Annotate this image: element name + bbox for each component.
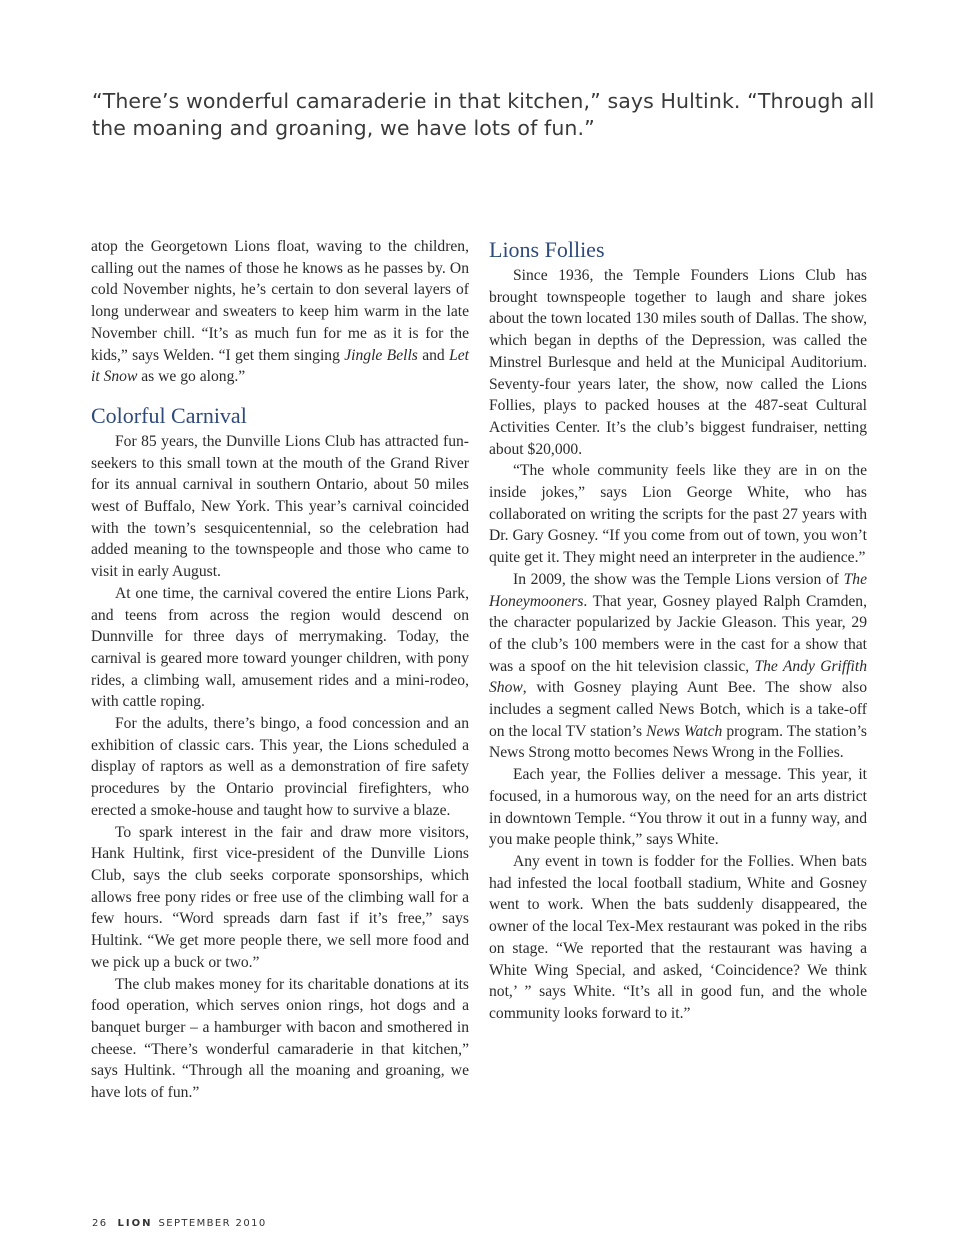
paragraph: To spark interest in the fair and draw more visitors, Hank Hultink, first vice-president of the Dunville Lions Club, says the club seeks corporate sponsorships, which allows free pony rides or free use of the climbing wall for a few hours. “Word spreads darn fast if it’s free,” says Hultink. “We get more people there, we sell more food and we pick up a buck or two.” (91, 823, 469, 971)
paragraph: The club makes money for its charitable donations at its food operation, which serves onion rings, hot dogs and a banquet burger – a hamburger with bacon and smothered in cheese. “There’s wonderful camaraderie in that kitchen,” says Hultink. “Through all the moaning and groaning, we have lots of fun.” (91, 975, 469, 1102)
pull-quote: “There’s wonderful camaraderie in that kitchen,” says Hultink. “Through all the moaning and groaning, we have lots of fun.” (92, 89, 875, 140)
section-heading-colorful-carnival: Colorful Carnival (91, 402, 247, 428)
page-number: 26 (92, 1218, 108, 1229)
section-heading-lions-follies: Lions Follies (489, 237, 605, 262)
paragraph: Since 1936, the Temple Founders Lions Club has brought townspeople together to laugh and share jokes about the town located 130 miles south of Dallas. The show, which began in depths of the Depression, was called the Minstrel Burlesque and held at the Municipal Auditorium. Seventy-four years later, the show, now called the Lions Follies, plays to packed houses at the 487-seat Cultural Activities Center. It’s the club’s biggest fundraiser, netting about $20,000. (489, 267, 867, 458)
issue-date: SEPTEMBER 2010 (158, 1218, 267, 1229)
page-footer (92, 1218, 267, 1229)
paragraph: For the adults, there’s bingo, a food concession and an exhibition of classic cars. This year, the Lions scheduled a display of raptors as well as a demonstration of fire safety procedures by the Ontario provincial firefighters, who erected a smoke-house and taught how to survive a blaze. (91, 715, 469, 819)
paragraph: At one time, the carnival covered the entire Lions Park, and teens from across the region would descend on Dunnville for three days of merrymaking. Today, the carnival is geared more toward younger children, with pony rides, a climbing wall, amusement rides and a mini-rodeo, with cattle roping. (91, 584, 469, 711)
paragraph: Each year, the Follies deliver a message. This year, it focused, in a humorous way, on the need for an arts district in downtown Temple. “You throw it out in a funny way, and you make people think,” says White. (489, 766, 867, 849)
paragraph: In 2009, the show was the Temple Lions version of The Honeymooners. That year, Gosney played Ralph Cramden, the character popularized by Jackie Gleason. This year, 29 of the club’s 100 members were in the cast for a show that was a spoof on the hit television classic, The Andy Griffith Show, with Gosney playing Aunt Bee. The show also includes a segment called News Botch, which is a take-off on the local TV station’s News Watch program. The station’s News Strong motto becomes News Wrong in the Follies. (489, 570, 867, 762)
paragraph: “The whole community feels like they are in on the inside jokes,” says Lion George White, who has collaborated on writing the scripts for the past 27 years with Dr. Gary Gosney. “If you come from out of town, you won’t quite get it. They might need an interpreter in the audience.” (489, 462, 867, 567)
paragraph: Any event in town is fodder for the Follies. When bats had infested the local football stadium, White and Gosney went to work. When the bats suddenly disappeared, the owner of the local Tex-Mex restaurant was poked in the ribs on stage. “We reported that the restaurant was having a White Wing Special, and asked, ‘Coincidence? We think not,’ ” says White. “It’s all in good fun, and the whole community looks forward to it.” (489, 852, 867, 1022)
right-column (489, 236, 867, 1025)
left-column (91, 236, 469, 1104)
paragraph: For 85 years, the Dunville Lions Club has attracted fun-seekers to this small town at the mouth of the Grand River for its annual carnival in southern Ontario, about 50 miles west of Buffalo, New York. This year’s carnival coincided with the town’s sesquicentennial, so the celebration had added meaning to the townspeople and those who came to visit in early August. (91, 432, 469, 581)
magazine-name: LION (117, 1218, 153, 1229)
paragraph: atop the Georgetown Lions float, waving to the children, calling out the names of those he knows as he passes by. On cold November nights, he’s certain to don several layers of long underwear and sweaters to keep him warm in the late November chill. “It’s as much fun for me as it is for the kids,” says Welden. “I get them singing Jingle Bells and Let it Snow as we go along.” (91, 238, 470, 386)
